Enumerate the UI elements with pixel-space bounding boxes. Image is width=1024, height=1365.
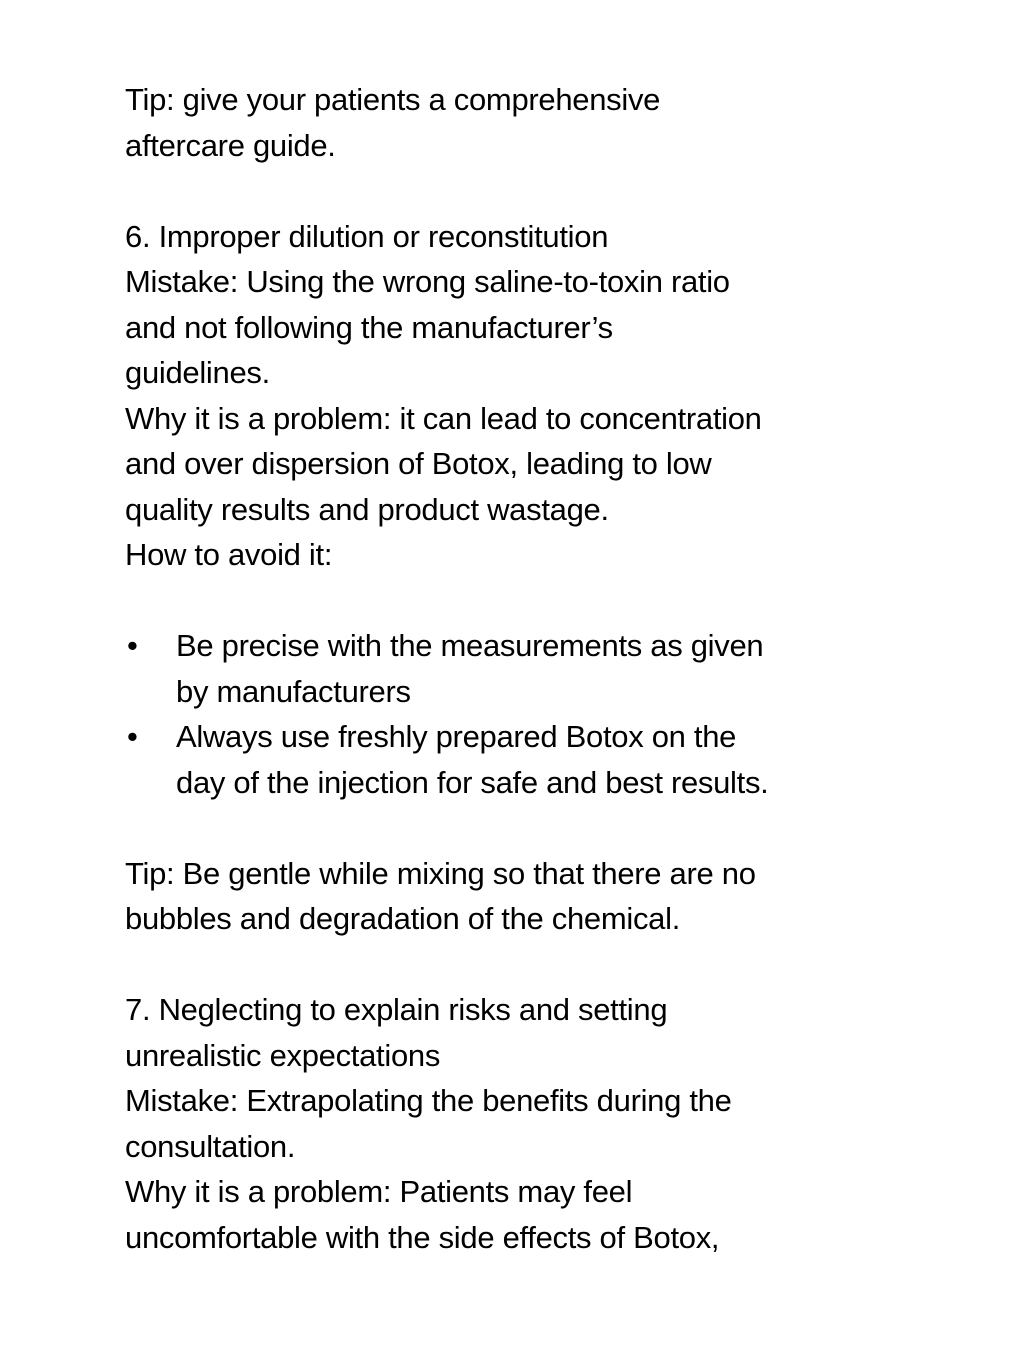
paragraph-spacer <box>125 168 885 214</box>
text-line: unrealistic expectations <box>125 1037 441 1073</box>
text-line: bubbles and degradation of the chemical. <box>125 901 681 936</box>
text-line: Be precise with the measurements as given <box>176 628 764 663</box>
text-line: day of the injection for safe and best results. <box>176 764 769 800</box>
section-6 <box>125 214 885 942</box>
section-6-tip <box>125 851 885 942</box>
text-line: by manufacturers <box>176 673 411 709</box>
text-line: Mistake: Using the wrong saline-to-toxin ratio <box>125 264 730 299</box>
text-line: quality results and product wastage. <box>125 491 609 527</box>
document-page <box>125 77 885 1260</box>
aftercare-tip <box>125 77 885 168</box>
text-line: uncomfortable with the side effects of Botox, <box>125 1219 720 1255</box>
text-line: Mistake: Extrapolating the benefits during the <box>125 1083 732 1118</box>
paragraph-spacer <box>125 942 885 988</box>
text-line: 6. Improper dilution or reconstitution <box>125 218 609 254</box>
text-line: Why it is a problem: Patients may feel <box>125 1174 633 1209</box>
section-6-avoid-label <box>125 532 885 578</box>
section-6-heading <box>125 214 885 260</box>
text-line: guidelines. <box>125 355 270 390</box>
text-line: and not following the manufacturer’s <box>125 309 613 345</box>
section-6-mistake <box>125 259 885 396</box>
text-line: Always use freshly prepared Botox on the <box>176 719 737 754</box>
list-item <box>125 623 885 714</box>
paragraph-spacer <box>125 578 885 624</box>
section-6-problem <box>125 396 885 533</box>
bullet-icon: • <box>127 628 138 663</box>
text-line: Why it is a problem: it can lead to concentration <box>125 400 762 436</box>
bullet-icon: • <box>127 719 138 754</box>
section-7-mistake <box>125 1078 885 1169</box>
text-line: 7. Neglecting to explain risks and setting <box>125 992 668 1027</box>
section-7-problem <box>125 1169 885 1260</box>
text-line: Tip: give your patients a comprehensive <box>125 82 661 117</box>
text-line: consultation. <box>125 1128 296 1164</box>
section-6-bullet-list <box>125 623 885 805</box>
text-line: aftercare guide. <box>125 127 336 163</box>
text-line: How to avoid it: <box>125 537 333 572</box>
list-item <box>125 714 885 805</box>
text-line: Tip: Be gentle while mixing so that there are no <box>125 855 756 891</box>
section-7-heading <box>125 987 885 1078</box>
paragraph-spacer <box>125 805 885 851</box>
section-7 <box>125 987 885 1260</box>
text-line: and over dispersion of Botox, leading to low <box>125 446 712 481</box>
